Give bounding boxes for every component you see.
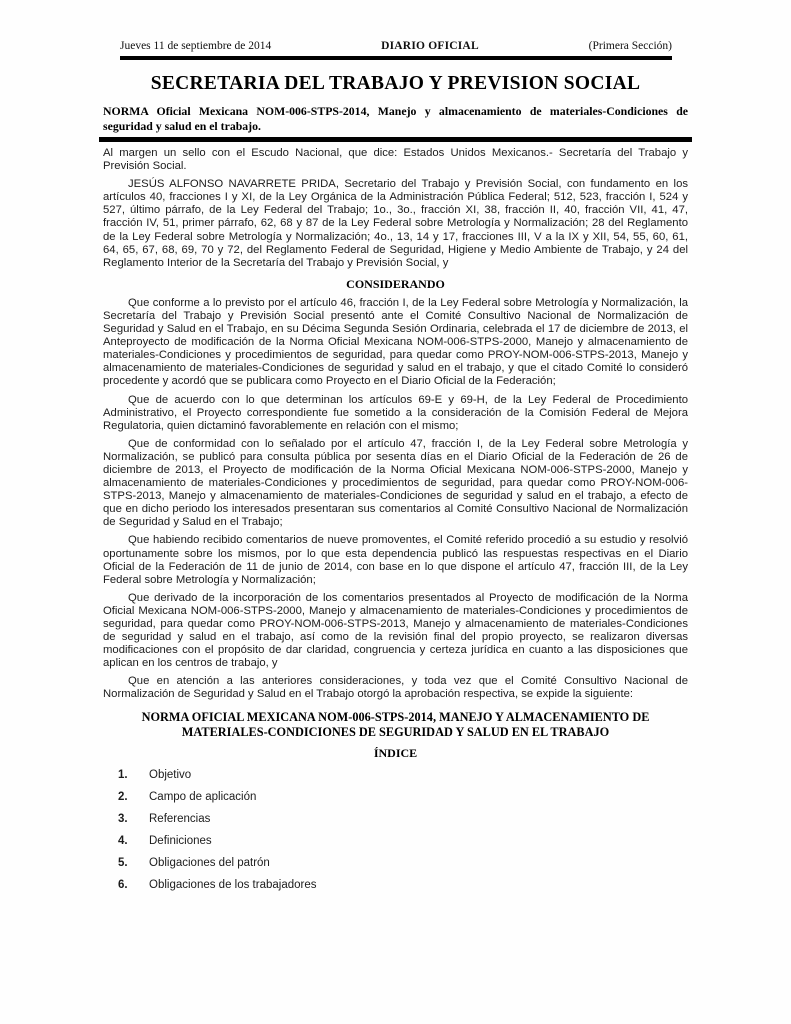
index-item-number: 3. bbox=[118, 812, 128, 825]
masthead bbox=[120, 40, 672, 60]
index-item bbox=[118, 813, 688, 826]
index-item-label: Referencias bbox=[149, 812, 211, 825]
masthead-publication-title: DIARIO OFICIAL bbox=[381, 40, 479, 52]
index-item-label: Obligaciones del patrón bbox=[149, 856, 270, 869]
agency-title: SECRETARIA DEL TRABAJO Y PREVISION SOCIAL bbox=[150, 73, 641, 94]
index-item-label: Obligaciones de los trabajadores bbox=[149, 878, 317, 891]
considerando-paragraph-4: Que habiendo recibido comentarios de nueve promoventes, el Comité referido procedió a su estudio y resolvió oportunamente sobre los mismos, por lo que esta dependencia publicó las respuestas respectivas en el Diario Oficial de la Federación de 11 de junio de 2014, con base en lo que dispone el artículo 47, fracción III, de la Ley Federal sobre Metrología y Normalización; bbox=[103, 534, 688, 586]
index-item-number: 6. bbox=[118, 878, 128, 891]
considerando-paragraph-2: Que de acuerdo con lo que determinan los artículos 69-E y 69-H, de la Ley Federal de Procedimiento Administrativo, el Proyecto correspondiente fue sometido a la consideración de la Comisión Federal de Mejora Regulatoria, quien dictaminó favorablemente en relación con el mismo; bbox=[103, 393, 688, 432]
index-item-label: Objetivo bbox=[149, 768, 192, 781]
margin-note-paragraph: Al margen un sello con el Escudo Nacional, que dice: Estados Unidos Mexicanos.- Secretaría del Trabajo y Previsión Social. bbox=[103, 147, 688, 173]
index-item-label: Definiciones bbox=[149, 834, 212, 847]
index-item-number: 4. bbox=[118, 834, 128, 847]
masthead-date: Jueves 11 de septiembre de 2014 bbox=[120, 40, 272, 52]
index-item-number: 5. bbox=[118, 856, 128, 869]
page-content bbox=[103, 40, 688, 901]
considerando-heading: CONSIDERANDO bbox=[346, 276, 445, 291]
masthead-section: (Primera Sección) bbox=[588, 40, 672, 52]
index-item-number: 1. bbox=[118, 768, 128, 781]
intro-paragraph: JESÚS ALFONSO NAVARRETE PRIDA, Secretario del Trabajo y Previsión Social, con fundamento en los artículos 40, fracciones I y XI, de la Ley Orgánica de la Administración Pública Federal; 512, 523, fracción I, 524 y 527, último párrafo, de la Ley Federal del Trabajo; 1o., 3o., fracción XI, 38, fracción II, 40, fracción VII, 41, 47, fracción IV, 51, primer párrafo, 62, 68 y 87 de la Ley Federal sobre Metrología y Normalización; 28 del Reglamento de la Ley Federal sobre Metrología y Normalización; 4o., 13, 14 y 17, fracciones III, V a la IX y XII, 54, 55, 60, 61, 64, 65, 67, 68, 69, 70 y 72, del Reglamento Federal de Seguridad, Higiene y Medio Ambiente de Trabajo, y 24 del Reglamento Interior de la Secretaría del Trabajo y Previsión Social, y bbox=[103, 178, 688, 269]
separator-bar bbox=[99, 137, 692, 142]
index-item-label: Campo de aplicación bbox=[149, 790, 257, 803]
index-item-number: 2. bbox=[118, 790, 128, 803]
considerando-paragraph-5: Que derivado de la incorporación de los comentarios presentados al Proyecto de modificación de la Norma Oficial Mexicana NOM-006-STPS-2000, Manejo y almacenamiento de materiales-Condiciones y procedimientos de seguridad, para quedar como PROY-NOM-006-STPS-2013, Manejo y almacenamiento de materiales-Condiciones de seguridad y salud en el trabajo, así como de la revisión final del propio proyecto, se realizaron diversas modificaciones con el propósito de dar claridad, congruencia y certeza jurídica en cuanto a las disposiciones que aplican en los centros de trabajo, y bbox=[103, 591, 688, 670]
considerando-paragraph-1: Que conforme a lo previsto por el artículo 46, fracción I, de la Ley Federal sobre Metrología y Normalización, la Secretaría del Trabajo y Previsión Social presentó ante el Comité Consultivo Nacional de Normalización de Seguridad y Salud en el Trabajo, en su Décima Segunda Sesión Ordinaria, celebrada el 17 de diciembre de 2013, el Anteproyecto de modificación de la Norma Oficial Mexicana NOM-006-STPS-2000, Manejo y almacenamiento de materiales-Condiciones y procedimientos de seguridad, para quedar como PROY-NOM-006-STPS-2013, Manejo y almacenamiento de materiales-Condiciones de seguridad y salud en el trabajo, y que el citado Comité lo consideró procedente y acordó que se publicara como Proyecto en el Diario Oficial de la Federación; bbox=[103, 296, 688, 388]
considerando-paragraph-6: Que en atención a las anteriores consideraciones, y toda vez que el Comité Consultivo Nacional de Normalización de Seguridad y Salud en el Trabajo otorgó la aprobación respectiva, se expide la siguiente: bbox=[103, 675, 688, 701]
index-heading: ÍNDICE bbox=[373, 745, 418, 760]
index-list bbox=[103, 769, 688, 892]
considerando-paragraph-3: Que de conformidad con lo señalado por el artículo 47, fracción I, de la Ley Federal sobre Metrología y Normalización, se publicó para consulta pública por sesenta días en el Diario Oficial de la Federación de 26 de diciembre de 2013, el Proyecto de modificación de la Norma Oficial Mexicana NOM-006-STPS-2000, Manejo y almacenamiento de materiales-Condiciones y procedimientos de seguridad, para quedar como PROY-NOM-006-STPS-2013, Manejo y almacenamiento de materiales-Condiciones de seguridad y salud en el trabajo, a efecto de que en dicho periodo los interesados presentaran sus comentarios al Comité Consultivo Nacional de Normalización de Seguridad y Salud en el Trabajo; bbox=[103, 437, 688, 529]
norm-summary: NORMA Oficial Mexicana NOM-006-STPS-2014, Manejo y almacenamiento de materiales-Condiciones de seguridad y salud en el trabajo. bbox=[103, 104, 688, 133]
norm-title: NORMA OFICIAL MEXICANA NOM-006-STPS-2014, MANEJO Y ALMACENAMIENTO DE MATERIALES-CONDICIONES DE SEGURIDAD Y SALUD EN EL TRABAJO bbox=[141, 709, 650, 739]
index-item bbox=[118, 791, 688, 804]
index-item bbox=[118, 835, 688, 848]
index-item bbox=[118, 879, 688, 892]
index-item bbox=[118, 857, 688, 870]
index-item bbox=[118, 769, 688, 782]
